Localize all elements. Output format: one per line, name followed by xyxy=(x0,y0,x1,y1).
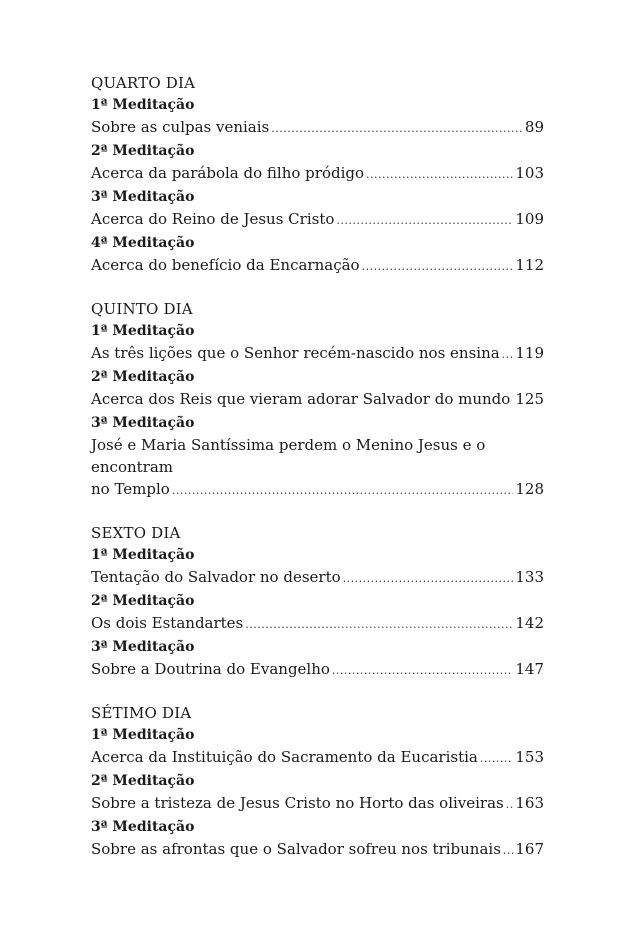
meditation-label: 2ª Meditação xyxy=(91,773,195,789)
page-number: 112 xyxy=(515,256,544,274)
meditation-label: 3ª Meditação xyxy=(91,189,195,205)
toc-entry xyxy=(91,94,544,140)
dot-leader xyxy=(343,568,514,590)
entry-title: As três lições que o Senhor recém-nascido nos ensina xyxy=(91,344,500,362)
page-number: 153 xyxy=(515,748,544,766)
page-number: 109 xyxy=(515,210,544,228)
page-number: 103 xyxy=(515,164,544,182)
toc-entry xyxy=(91,412,544,502)
dot-leader xyxy=(271,118,523,140)
dot-leader xyxy=(502,344,514,366)
dot-leader xyxy=(480,748,513,770)
toc-entry xyxy=(91,544,544,590)
toc-line[interactable] xyxy=(91,116,544,140)
dot-leader xyxy=(332,660,513,682)
page-number: 125 xyxy=(515,390,544,408)
toc-entry xyxy=(91,724,544,770)
meditation-label: 1ª Meditação xyxy=(91,727,195,743)
toc-entry xyxy=(91,770,544,816)
meditation-label: 3ª Meditação xyxy=(91,639,195,655)
toc-line[interactable] xyxy=(91,342,544,366)
meditation-label: 2ª Meditação xyxy=(91,143,195,159)
toc-line[interactable] xyxy=(91,792,544,816)
dot-leader xyxy=(506,794,514,816)
meditation-label: 1ª Meditação xyxy=(91,547,195,563)
entry-title: Os dois Estandartes xyxy=(91,614,244,632)
entry-title: Tentação do Salvador no deserto xyxy=(91,568,341,586)
dot-leader xyxy=(245,614,513,636)
section-title: SEXTO DIA xyxy=(91,524,181,542)
toc-entry xyxy=(91,366,544,412)
section-setimo-dia xyxy=(91,702,544,862)
dot-leader xyxy=(336,210,513,232)
entry-title: Sobre a Doutrina do Evangelho xyxy=(91,660,330,678)
toc-entry xyxy=(91,590,544,636)
entry-title: Acerca do Reino de Jesus Cristo xyxy=(91,210,335,228)
dot-leader xyxy=(512,390,513,412)
dot-leader xyxy=(172,480,514,502)
entry-title: Acerca dos Reis que vieram adorar Salvador do mundo xyxy=(91,390,511,408)
toc-line[interactable] xyxy=(91,746,544,770)
dot-leader xyxy=(362,256,514,278)
toc-line[interactable] xyxy=(91,208,544,232)
toc-line[interactable] xyxy=(91,838,544,862)
page-number: 167 xyxy=(515,840,544,858)
entry-title: Acerca da parábola do filho pródigo xyxy=(91,164,365,182)
meditation-label: 4ª Meditação xyxy=(91,235,195,251)
page-number: 163 xyxy=(515,794,544,812)
meditation-label: 3ª Meditação xyxy=(91,415,195,431)
meditation-label: 3ª Meditação xyxy=(91,819,195,835)
entry-title: Acerca da Instituição do Sacramento da Eucaristia xyxy=(91,748,478,766)
section-quinto-dia xyxy=(91,298,544,502)
page-number: 89 xyxy=(524,118,544,136)
section-title: SÉTIMO DIA xyxy=(91,704,192,722)
meditation-label: 1ª Meditação xyxy=(91,97,195,113)
meditation-label: 2ª Meditação xyxy=(91,593,195,609)
page-number: 133 xyxy=(515,568,544,586)
section-sexto-dia xyxy=(91,522,544,682)
meditation-label: 2ª Meditação xyxy=(91,369,195,385)
toc-entry xyxy=(91,186,544,232)
toc-line[interactable] xyxy=(91,388,544,412)
page-number: 119 xyxy=(515,344,544,362)
dot-leader xyxy=(503,840,513,862)
page-number: 147 xyxy=(515,660,544,678)
meditation-label: 1ª Meditação xyxy=(91,323,195,339)
toc-line[interactable] xyxy=(91,254,544,278)
entry-title-first-line[interactable]: José e Maria Santíssima perdem o Menino Jesus e o encontram xyxy=(91,436,486,476)
toc-line[interactable] xyxy=(91,612,544,636)
toc-entry xyxy=(91,636,544,682)
entry-title: no Templo xyxy=(91,480,170,498)
toc-line[interactable] xyxy=(91,478,544,502)
toc-entry xyxy=(91,140,544,186)
section-quarto-dia xyxy=(91,72,544,278)
toc-entry xyxy=(91,320,544,366)
entry-title: Acerca do benefício da Encarnação xyxy=(91,256,360,274)
dot-leader xyxy=(366,164,513,186)
toc-line[interactable] xyxy=(91,658,544,682)
entry-title: Sobre as afrontas que o Salvador sofreu nos tribunais xyxy=(91,840,501,858)
section-title: QUINTO DIA xyxy=(91,300,193,318)
page-number: 128 xyxy=(515,480,544,498)
page-number: 142 xyxy=(515,614,544,632)
entry-title: Sobre as culpas veniais xyxy=(91,118,270,136)
section-title: QUARTO DIA xyxy=(91,74,196,92)
toc-entry xyxy=(91,816,544,862)
entry-title: Sobre a tristeza de Jesus Cristo no Horto das oliveiras xyxy=(91,794,504,812)
toc-entry xyxy=(91,232,544,278)
toc-line[interactable] xyxy=(91,566,544,590)
toc-line[interactable] xyxy=(91,162,544,186)
